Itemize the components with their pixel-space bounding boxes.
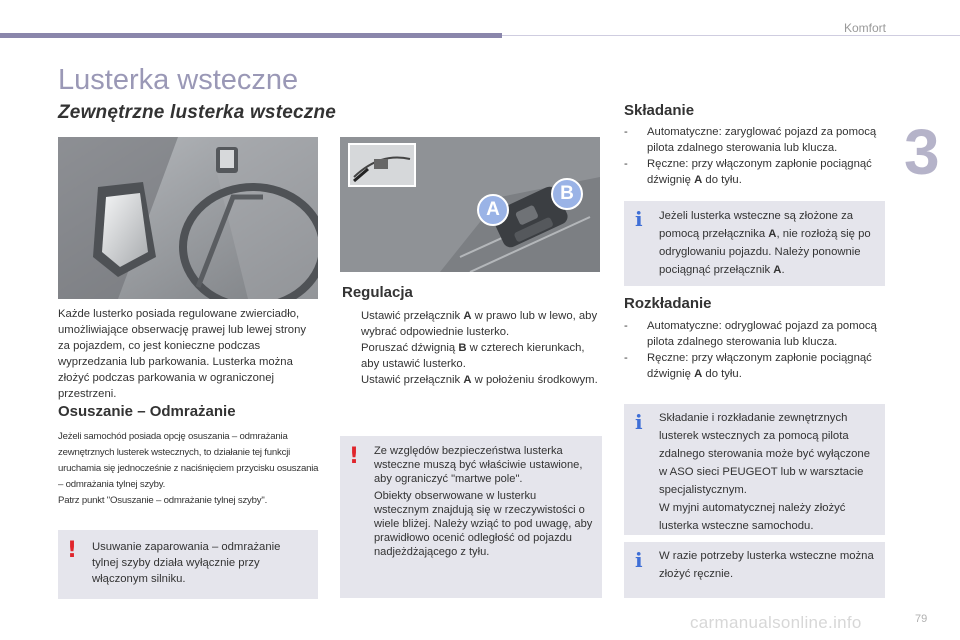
skladanie-list [624,124,884,188]
switch-illustration [340,137,600,272]
info-rozkladanie-text [659,409,879,535]
info-box-rozkladanie [624,404,885,535]
info-manual-text: W razie potrzeby lusterka wsteczne można złożyć ręcznie. [659,550,874,580]
heading-rozkladanie: Rozkładanie [624,295,712,312]
label-b-badge: B [551,178,583,210]
skladanie-item: - Automatyczne: zaryglować pojazd za pomocą pilota zdalnego sterowania lub klucza. [624,126,877,154]
mirror-photo-drawing [58,137,318,299]
watermark: carmanualsonline.info [690,613,862,632]
warning-osuszanie-text: Usuwanie zaparowania – odmrażanie tylnej szyby działa wyłącznie przy włączonym silniku. [92,541,281,585]
rozkladanie-item: - Automatyczne: odryglować pojazd za pomocą pilota zdalnego sterowania lub klucza. [624,320,877,348]
section-name: Komfort [843,21,886,35]
warning-regulacja-p1: Ze względów bezpieczeństwa lusterka wsteczne muszą być właściwie ustawione, aby ograniczyć "martwe pole". [374,445,583,485]
page-title: Lusterka wsteczne [58,64,299,96]
warning-icon: ! [67,538,78,563]
info-rozkladanie-p1: Składanie i rozkładanie zewnętrznych lusterek wstecznych za pomocą pilota zdalnego sterowania może być wyłączone w ASO sieci PEUGEOT lub w warsztacie specjalistycznym. [659,412,870,496]
osuszanie-text [58,429,320,509]
dash-marker: - [624,126,628,138]
subtitle: Zewnętrzne lusterka wsteczne [58,102,337,123]
regulacja-item: Ustawić przełącznik A w prawo lub w lewo, aby wybrać odpowiednie lusterko. [361,310,598,338]
header-rule [502,35,960,36]
osuszanie-text-1: Jeżeli samochód posiada opcję osuszania – odmrażania zewnętrznych lusterek wstecznych, to działanie tej funkcji uruchamia się jednocześnie z naciśnięciem przycisku osuszania – odmrażania tylnej szyby. [58,431,319,490]
regulacja-item: Poruszać dźwignią B w czterech kierunkach, aby ustawić lusterko. [361,342,585,370]
rozkladanie-list [624,318,884,382]
dash-marker: - [624,158,628,170]
header-bar [0,33,502,38]
heading-osuszanie: Osuszanie – Odmrażanie [58,403,236,420]
label-a-badge: A [477,194,509,226]
warning-box-regulacja [340,436,602,598]
chapter-number: 3 [904,116,940,188]
mirror-photo [58,137,318,299]
warning-icon: ! [349,444,360,469]
info-icon: i [635,207,643,231]
dash-marker: - [624,320,628,332]
rozkladanie-item: - Ręczne: przy włączonym zapłonie pociągnąć dźwignię A do tyłu. [624,352,872,380]
intro-text: Każde lusterko posiada regulowane zwierciadło, umożliwiające obserwację prawej lub lewej strony za pojazdem, co jest konieczne podczas wyprzedzania lub parkowania. Lusterka można złożyć podczas parkowania w ograniczonej przestrzeni. [58,308,307,400]
osuszanie-text-2: Patrz punkt "Osuszanie – odmrażanie tylnej szyby". [58,495,268,506]
info-skladanie-text: Jeżeli lusterka wsteczne są złożone za pomocą przełącznika A, nie rozłożą się po odryglowaniu pojazdu. Należy ponownie pociągnąć przełącznik A. [659,210,871,276]
info-box-skladanie [624,201,885,286]
warning-box-osuszanie [58,530,318,599]
info-icon: i [635,410,643,434]
info-icon: i [635,548,643,572]
info-rozkladanie-p2: W myjni automatycznej należy złożyć lusterka wsteczne samochodu. [659,502,846,532]
regulacja-item: Ustawić przełącznik A w położeniu środkowym. [361,374,598,386]
heading-regulacja: Regulacja [342,284,413,301]
regulacja-list [342,308,604,388]
warning-regulacja-text [374,444,594,559]
dash-marker: - [624,352,628,364]
warning-regulacja-p2: Obiekty obserwowane w lusterku wstecznym znajdują się w rzeczywistości o wiele bliżej. Należy wziąć to pod uwagę, aby prawidłowo ocenić odległość od pojazdu nadjeżdżającego z tyłu. [374,490,593,558]
heading-skladanie: Składanie [624,102,695,119]
page-number: 79 [915,613,928,625]
skladanie-item: - Ręczne: przy włączonym zapłonie pociągnąć dźwignię A do tyłu. [624,158,872,186]
info-box-manual [624,542,885,598]
